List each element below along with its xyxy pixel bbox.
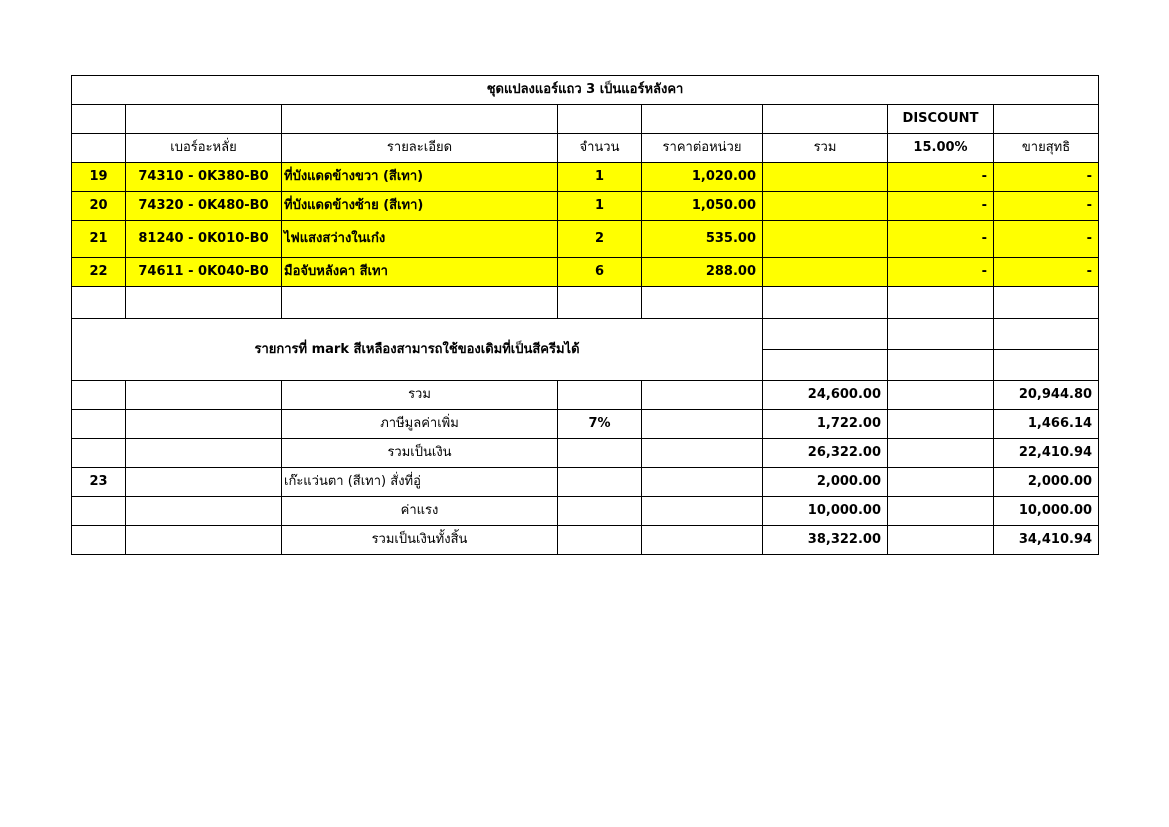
header-part-no: เบอร์อะหลั่ย: [126, 134, 282, 163]
table-row: [72, 192, 1099, 221]
extra-item-row: [72, 468, 1099, 497]
header-qty: จำนวน: [558, 134, 642, 163]
header-net: ขายสุทธิ: [994, 134, 1099, 163]
row-detail: ที่บังแดดข้างซ้าย (สีเทา): [282, 192, 558, 221]
header-total: รวม: [763, 134, 888, 163]
labor-label: ค่าแรง: [282, 497, 558, 526]
row-discount: -: [888, 258, 994, 287]
vat-total: 1,722.00: [763, 410, 888, 439]
row-qty: 1: [558, 163, 642, 192]
labor-net: 10,000.00: [994, 497, 1099, 526]
quotation-table: [71, 75, 1099, 555]
final-total-row: [72, 526, 1099, 555]
row-part-no: 74310 - 0K380-B0: [126, 163, 282, 192]
final-total-net: 34,410.94: [994, 526, 1099, 555]
extra-label: เก๊ะแว่นตา (สีเทา) สั่งที่อู่: [282, 468, 558, 497]
row-qty: 1: [558, 192, 642, 221]
vat-row: [72, 410, 1099, 439]
header-detail: รายละเอียด: [282, 134, 558, 163]
note-row: [72, 319, 1099, 350]
row-no: 21: [72, 221, 126, 258]
header-discount-pct: 15.00%: [888, 134, 994, 163]
row-part-no: 81240 - 0K010-B0: [126, 221, 282, 258]
row-total: [763, 221, 888, 258]
row-unit-price: 535.00: [642, 221, 763, 258]
table-row: [72, 258, 1099, 287]
row-detail: มือจับหลังคา สีเทา: [282, 258, 558, 287]
labor-total: 10,000.00: [763, 497, 888, 526]
row-net: -: [994, 163, 1099, 192]
row-unit-price: 1,050.00: [642, 192, 763, 221]
row-no: 22: [72, 258, 126, 287]
grand-total-label: รวมเป็นเงิน: [282, 439, 558, 468]
sheet-title: ชุดแปลงแอร์แถว 3 เป็นแอร์หลังคา: [72, 76, 1099, 105]
row-total: [763, 192, 888, 221]
row-unit-price: 1,020.00: [642, 163, 763, 192]
row-net: -: [994, 221, 1099, 258]
subtotal-label: รวม: [282, 381, 558, 410]
table-row: [72, 221, 1099, 258]
row-discount: -: [888, 221, 994, 258]
row-no: 19: [72, 163, 126, 192]
row-discount: -: [888, 192, 994, 221]
grand-total-total: 26,322.00: [763, 439, 888, 468]
row-total: [763, 258, 888, 287]
subtotal-row: [72, 381, 1099, 410]
row-detail: ที่บังแดดข้างขวา (สีเทา): [282, 163, 558, 192]
row-no: 20: [72, 192, 126, 221]
note-text: รายการที่ mark สีเหลืองสามารถใช้ของเดิมที่เป็นสีครีมได้: [72, 319, 763, 381]
vat-rate: 7%: [558, 410, 642, 439]
row-discount: -: [888, 163, 994, 192]
vat-net: 1,466.14: [994, 410, 1099, 439]
row-net: -: [994, 258, 1099, 287]
header-unit-price: ราคาต่อหน่วย: [642, 134, 763, 163]
extra-no: 23: [72, 468, 126, 497]
row-part-no: 74611 - 0K040-B0: [126, 258, 282, 287]
labor-row: [72, 497, 1099, 526]
grand-total-net: 22,410.94: [994, 439, 1099, 468]
vat-label: ภาษีมูลค่าเพิ่ม: [282, 410, 558, 439]
row-qty: 6: [558, 258, 642, 287]
header-row: [72, 134, 1099, 163]
subtotal-net: 20,944.80: [994, 381, 1099, 410]
row-part-no: 74320 - 0K480-B0: [126, 192, 282, 221]
table-row: [72, 163, 1099, 192]
extra-total: 2,000.00: [763, 468, 888, 497]
row-unit-price: 288.00: [642, 258, 763, 287]
extra-net: 2,000.00: [994, 468, 1099, 497]
final-total-total: 38,322.00: [763, 526, 888, 555]
row-qty: 2: [558, 221, 642, 258]
grand-total-row: [72, 439, 1099, 468]
final-total-label: รวมเป็นเงินทั้งสิ้น: [282, 526, 558, 555]
discount-row: [72, 105, 1099, 134]
subtotal-total: 24,600.00: [763, 381, 888, 410]
discount-label: DISCOUNT: [888, 105, 994, 134]
row-total: [763, 163, 888, 192]
empty-row: [72, 287, 1099, 319]
row-net: -: [994, 192, 1099, 221]
title-row: [72, 76, 1099, 105]
row-detail: ไฟแสงสว่างในเก๋ง: [282, 221, 558, 258]
